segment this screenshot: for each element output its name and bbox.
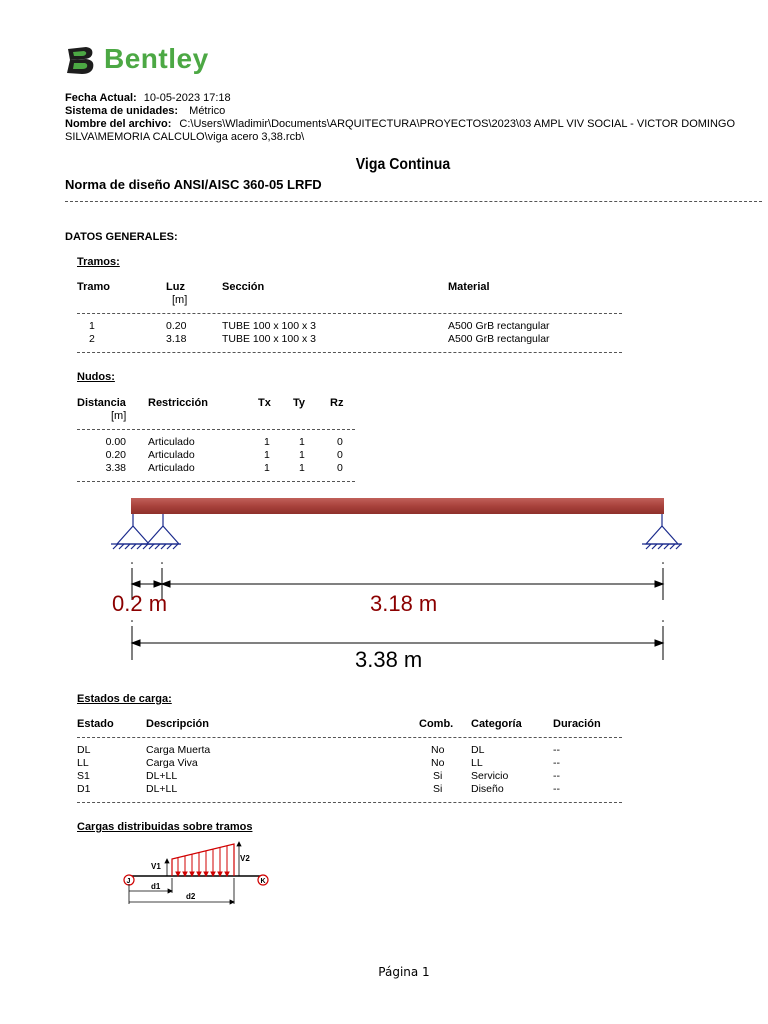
sistema-line [65,105,225,117]
v2-label: V2 [240,854,250,863]
beam-bar [131,498,664,514]
estado-cell: DL [77,744,91,756]
descripcion-cell: Carga Muerta [146,744,211,756]
seccion-cell: TUBE 100 x 100 x 3 [222,333,316,345]
comb-cell: Si [433,770,443,782]
material-cell: A500 GrB rectangular [448,320,550,332]
categoria-cell: Diseño [471,783,504,795]
archivo-line [65,118,745,130]
distancia-cell: 0.00 [105,436,126,448]
cargas-heading: Cargas distribuidas sobre tramos [77,821,253,833]
nudos-col-ty: Ty [293,397,306,409]
luz-cell: 0.20 [166,320,187,332]
archivo-label: Nombre del archivo: [65,118,172,130]
duracion-cell: -- [553,783,560,795]
ty-cell: 1 [299,449,305,461]
categoria-cell: DL [471,744,485,756]
bentley-logo [64,42,224,78]
duracion-cell: -- [553,744,560,756]
nudos-divider-bottom [77,481,355,482]
duracion-cell: -- [553,770,560,782]
tramos-heading: Tramos: [77,256,120,268]
fecha-label: Fecha Actual: [65,92,137,104]
tramos-col-tramo: Tramo [77,281,111,293]
d1-label: d1 [151,882,161,891]
archivo-line-2: SILVA\MEMORIA CALCULO\viga acero 3,38.rcb\ [65,131,305,143]
estados-col-estado: Estado [77,718,114,730]
estados-heading: Estados de carga: [77,693,172,705]
distancia-cell: 3.38 [105,462,126,474]
material-cell: A500 GrB rectangular [448,333,550,345]
nudos-col-distancia-unit: [m] [111,410,127,422]
nudos-divider-top [77,429,355,430]
distancia-cell: 0.20 [105,449,126,461]
total-span-label: 3.38 m [355,647,423,672]
nudos-col-distancia: Distancia [77,397,126,409]
rz-cell: 0 [337,462,343,474]
estado-cell: LL [77,757,89,769]
node-k-label: K [260,878,266,885]
estados-col-categoria: Categoría [471,718,522,730]
restriccion-cell: Articulado [148,462,195,474]
tramos-divider-top [77,313,622,314]
tramos-col-luz-unit: [m] [172,294,188,306]
estados-divider-bottom [77,802,622,803]
descripcion-cell: DL+LL [146,783,178,795]
estados-col-duracion: Duración [553,718,601,730]
tx-cell: 1 [264,462,270,474]
comb-cell: No [431,757,445,769]
pin-support-icon [141,514,181,549]
page-title: Viga Continua [355,156,451,173]
fecha-line [65,92,231,104]
nudos-heading: Nudos: [77,371,115,383]
tramo-cell: 2 [89,333,95,345]
v1-label: V1 [151,862,161,871]
nudos-col-restriccion: Restricción [148,397,208,409]
span1-label: 0.2 m [112,591,168,616]
estados-col-descripcion: Descripción [146,718,209,730]
beam-diagram [0,490,768,680]
descripcion-cell: Carga Viva [146,757,198,769]
datos-generales-heading: DATOS GENERALES: [65,231,178,243]
page-number: Página 1 [378,965,430,979]
tramos-col-seccion: Sección [222,281,265,293]
estados-divider-top [77,737,622,738]
tramos-col-luz: Luz [166,281,185,293]
fecha-value: 10-05-2023 17:18 [143,92,231,104]
seccion-cell: TUBE 100 x 100 x 3 [222,320,316,332]
estados-col-comb: Comb. [419,718,454,730]
luz-cell: 3.18 [166,333,187,345]
comb-cell: Si [433,783,443,795]
categoria-cell: Servicio [471,770,509,782]
nudos-col-tx: Tx [258,397,271,409]
restriccion-cell: Articulado [148,436,195,448]
tramos-divider-bottom [77,352,622,353]
sistema-label: Sistema de unidades: [65,105,179,117]
pin-support-icon [642,514,682,549]
tx-cell: 1 [264,436,270,448]
rz-cell: 0 [337,436,343,448]
duracion-cell: -- [553,757,560,769]
archivo-value-1: C:\Users\Wladimir\Documents\ARQUITECTURA\PROYECTOS\2023\03 AMPL VIV SOCIAL - VICTOR DOMINGO [179,118,736,130]
norma: Norma de diseño ANSI/AISC 360-05 LRFD [65,177,322,192]
estado-cell: S1 [77,770,90,782]
comb-cell: No [431,744,445,756]
ty-cell: 1 [299,462,305,474]
restriccion-cell: Articulado [148,449,195,461]
tx-cell: 1 [264,449,270,461]
tramos-col-material: Material [448,281,490,293]
d2-label: d2 [186,892,196,901]
estado-cell: D1 [77,783,91,795]
bentley-b-icon [64,43,98,77]
ty-cell: 1 [299,436,305,448]
distributed-load-diagram [118,838,278,908]
rz-cell: 0 [337,449,343,461]
nudos-col-rz: Rz [330,397,344,409]
tramo-cell: 1 [89,320,95,332]
categoria-cell: LL [471,757,483,769]
node-j-label: J [126,878,131,885]
descripcion-cell: DL+LL [146,770,178,782]
brand-name: Bentley [104,43,209,74]
title-divider [65,201,762,202]
span2-label: 3.18 m [370,591,438,616]
sistema-value: Métrico [189,105,226,117]
